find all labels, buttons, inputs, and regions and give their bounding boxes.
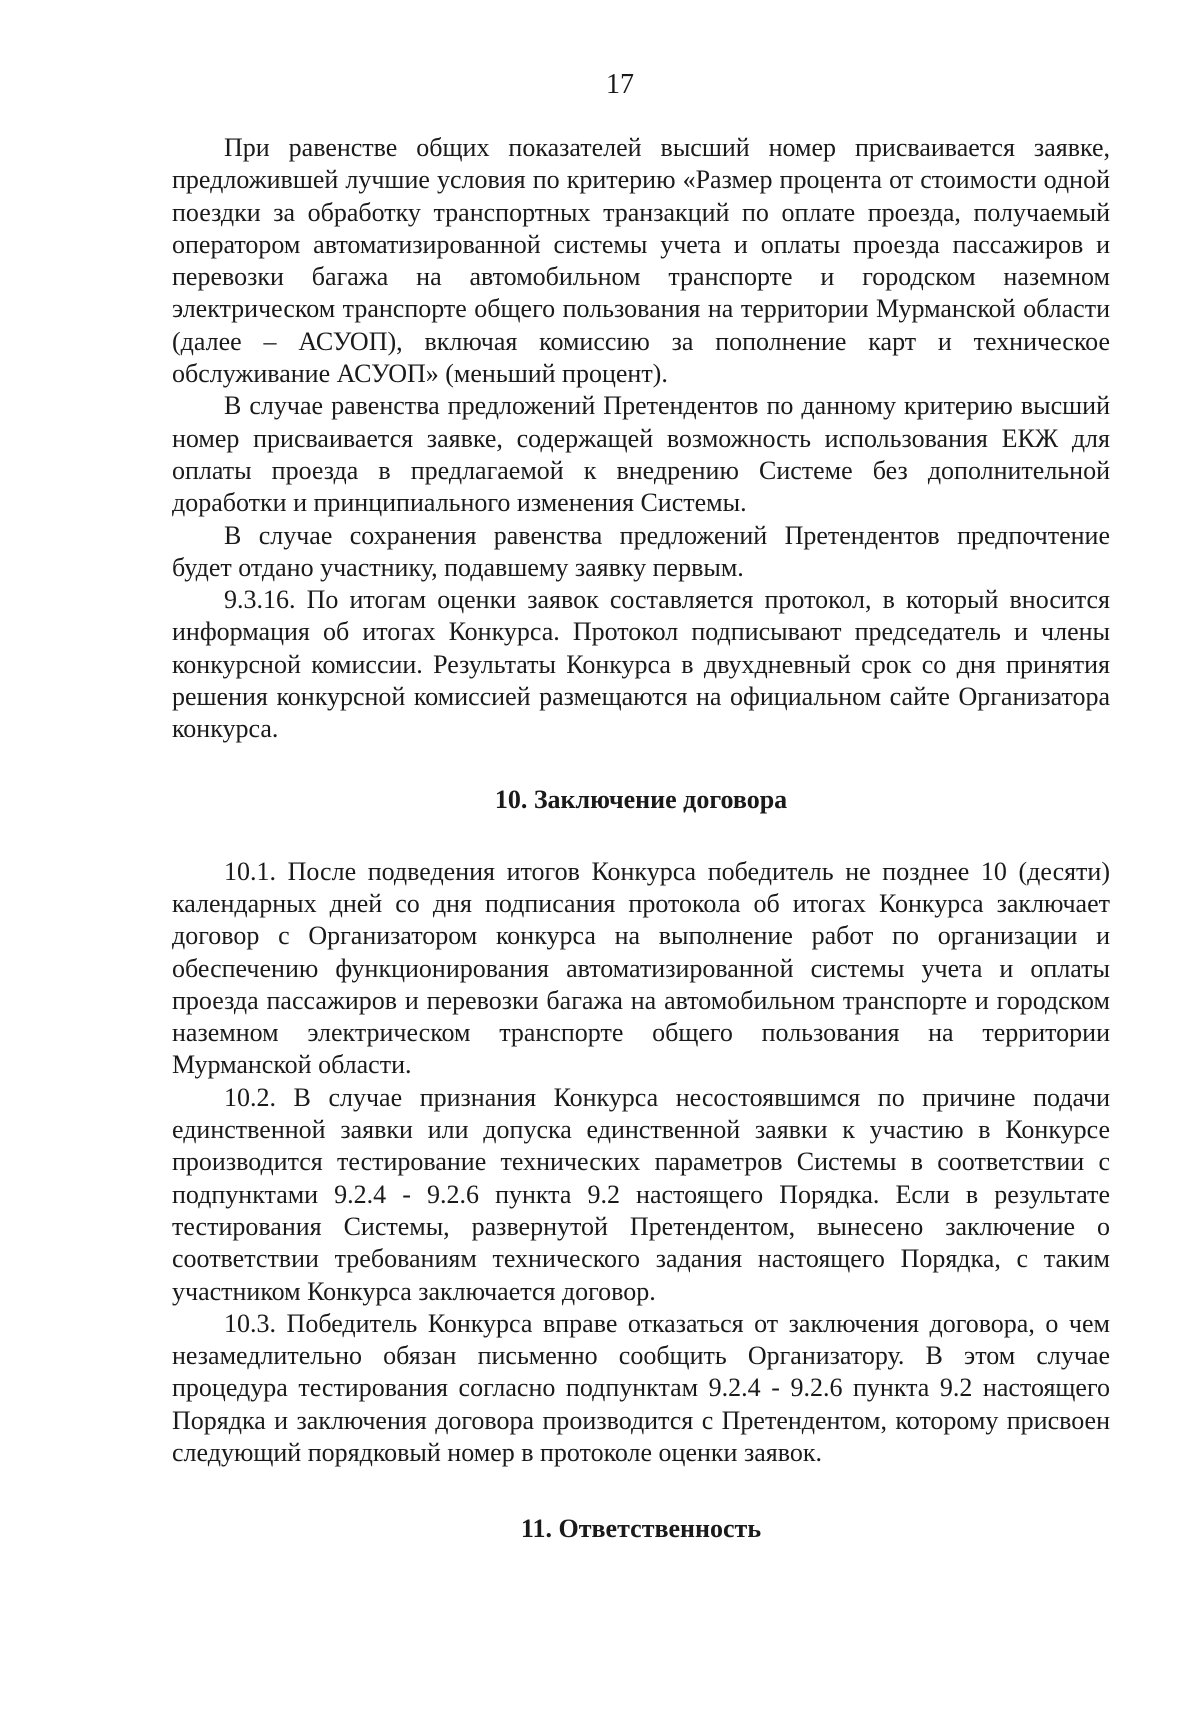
paragraph-tie-break-criteria: При равенстве общих показателей высший номер присваивается заявке, предложившей лучшие условия по критерию «Размер процента от стоимости одной поездки за обработку транспортных транзакций по оплате проезда, получаемый оператором автоматизированной системы учета и оплаты проезда пассажиров и перевозки багажа на автомобильном транспорте и городском наземном электрическом транспорте общего пользования на территории Мурманской области (далее – АСУОП), включая комиссию за пополнение карт и техническое обслуживание АСУОП» (меньший процент). [172, 133, 1110, 389]
paragraph-10-2: 10.2. В случае признания Конкурса несостоявшимся по причине подачи единственной заявки или допуска единственной заявки к участию в Конкурсе производится тестирование технических параметров Системы в соответствии с подпунктами 9.2.4 - 9.2.6 пункта 9.2 настоящего Порядка. Если в результате тестирования Системы, развернутой Претендентом, вынесено заключение о соответствии требованиям технического задания настоящего Порядка, с таким участником Конкурса заключается договор. [172, 1082, 1110, 1306]
paragraph-10-1: 10.1. После подведения итогов Конкурса победитель не позднее 10 (десяти) календарных дней со дня подписания протокола об итогах Конкурса заключает договор с Организатором конкурса на выполнение работ по организации и обеспечению функционирования автоматизированной системы учета и оплаты проезда пассажиров и перевозки багажа на автомобильном транспорте и городском наземном электрическом транспорте общего пользования на территории Мурманской области. [172, 856, 1110, 1080]
section-11-heading: 11. Ответственность [520, 1514, 762, 1544]
page-number: 17 [606, 69, 634, 100]
paragraph-9-3-16: 9.3.16. По итогам оценки заявок составляется протокол, в который вносится информация об итогах Конкурса. Протокол подписывают председатель и члены конкурсной комиссии. Результаты Конкурса в двухдневный срок со дня принятия решения конкурсной комиссией размещаются на официальном сайте Организатора конкурса. [172, 585, 1110, 744]
paragraph-10-3: 10.3. Победитель Конкурса вправе отказаться от заключения договора, о чем незамедлительно обязан письменно сообщить Организатору. В этом случае процедура тестирования согласно подпунктам 9.2.4 - 9.2.6 пункта 9.2 настоящего Порядка и заключения договора производится с Претендентом, которому присвоен следующий порядковый номер в протоколе оценки заявок. [172, 1308, 1110, 1467]
paragraph-tie-break-ekzh: В случае равенства предложений Претендентов по данному критерию высший номер присваивается заявке, содержащей возможность использования ЕКЖ для оплаты проезда в предлагаемой к внедрению Системе без дополнительной доработки и принципиального изменения Системы. [172, 391, 1110, 518]
section-10-heading: 10. Заключение договора [494, 784, 788, 814]
paragraph-tie-break-first: В случае сохранения равенства предложений Претендентов предпочтение будет отдано участнику, подавшему заявку первым. [172, 520, 1110, 582]
document-body [172, 132, 1110, 1545]
